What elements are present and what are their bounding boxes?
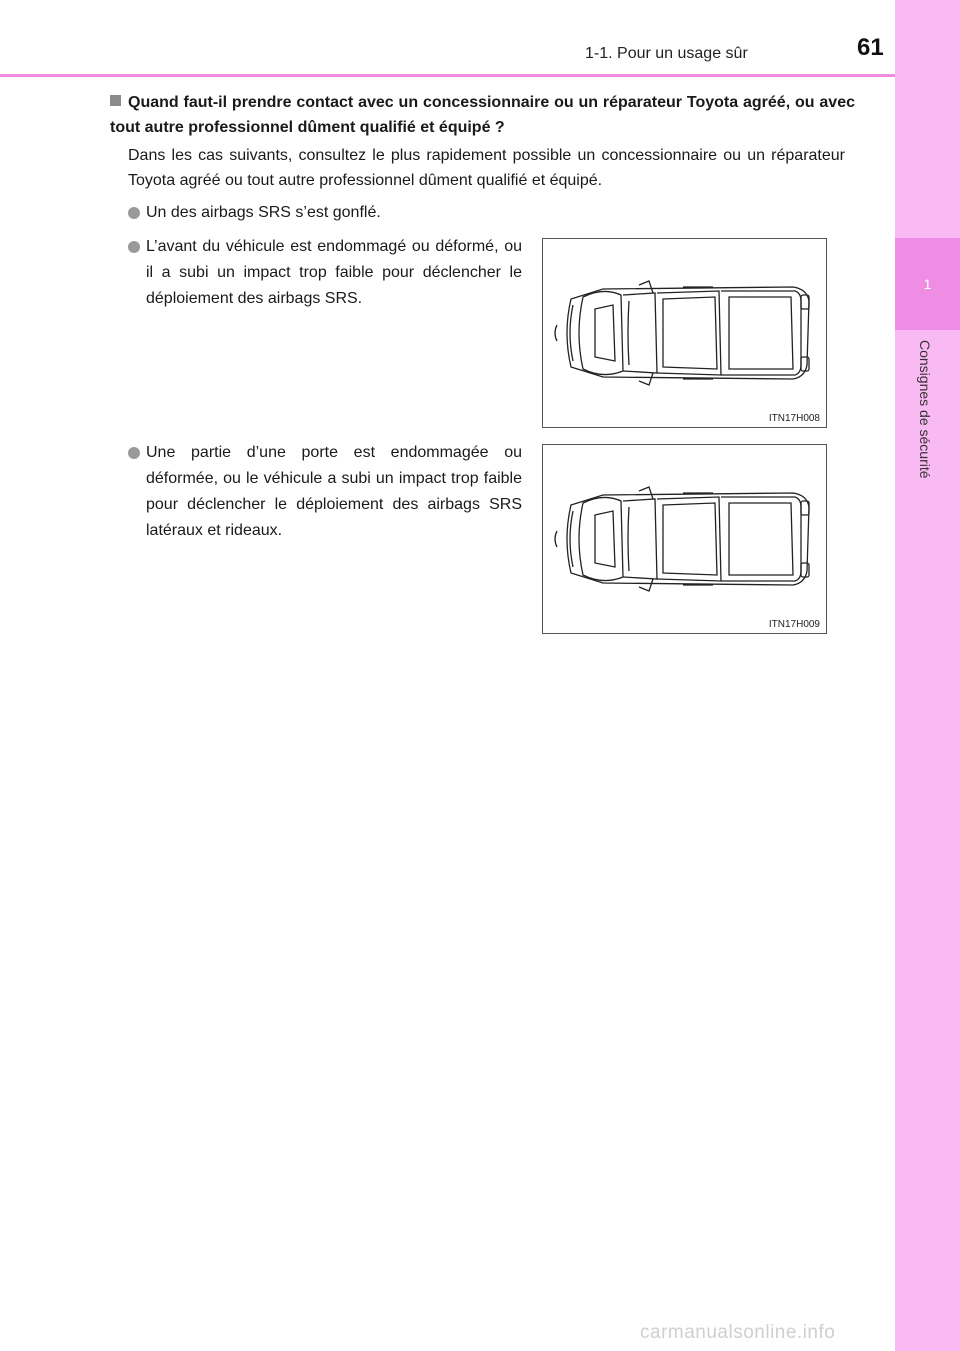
figure-front-damage bbox=[542, 238, 827, 428]
question-heading bbox=[110, 90, 855, 140]
chapter-number: 1 bbox=[923, 276, 932, 292]
figure-code: ITN17H008 bbox=[768, 413, 820, 424]
side-tab bbox=[895, 0, 960, 1351]
figure-side-damage bbox=[542, 444, 827, 634]
intro-paragraph: Dans les cas suivants, consultez le plus rapidement possible un concessionnaire ou un réparateur Toyota agréé ou tout autre professionnel dûment qualifié et équipé. bbox=[128, 147, 845, 189]
figure-code: ITN17H009 bbox=[768, 619, 820, 630]
list-item bbox=[128, 200, 548, 226]
round-bullet-icon bbox=[128, 447, 140, 459]
header-section-title: 1-1. Pour un usage sûr bbox=[585, 45, 748, 62]
list-item-text: Une partie d’une porte est endommagée ou déformée, ou le véhicule a subi un impact trop faible pour déclencher le déploiement des airbags SRS latéraux et rideaux. bbox=[146, 444, 522, 539]
chapter-title-tab bbox=[912, 340, 938, 530]
chapter-title: Consignes de sécurité bbox=[917, 340, 933, 479]
chapter-number-tab[interactable] bbox=[895, 238, 960, 330]
watermark: carmanualsonline.info bbox=[640, 1322, 836, 1343]
list-item-text: Un des airbags SRS s’est gonflé. bbox=[146, 204, 381, 221]
question-heading-text: Quand faut-il prendre contact avec un concessionnaire ou un réparateur Toyota agréé, ou avec tout autre professionnel dûment qualifié et équipé ? bbox=[110, 94, 855, 136]
header-divider bbox=[0, 74, 895, 77]
pickup-truck-top-view-icon bbox=[543, 239, 826, 427]
round-bullet-icon bbox=[128, 241, 140, 253]
pickup-truck-top-view-icon bbox=[543, 445, 826, 633]
page-number: 61 bbox=[857, 34, 884, 61]
list-item-text: L’avant du véhicule est endommagé ou déformé, ou il a subi un impact trop faible pour déclencher le déploiement des airbags SRS. bbox=[146, 238, 522, 307]
list-item bbox=[128, 234, 522, 312]
list-item bbox=[128, 440, 522, 544]
square-bullet-icon bbox=[110, 95, 121, 106]
round-bullet-icon bbox=[128, 207, 140, 219]
